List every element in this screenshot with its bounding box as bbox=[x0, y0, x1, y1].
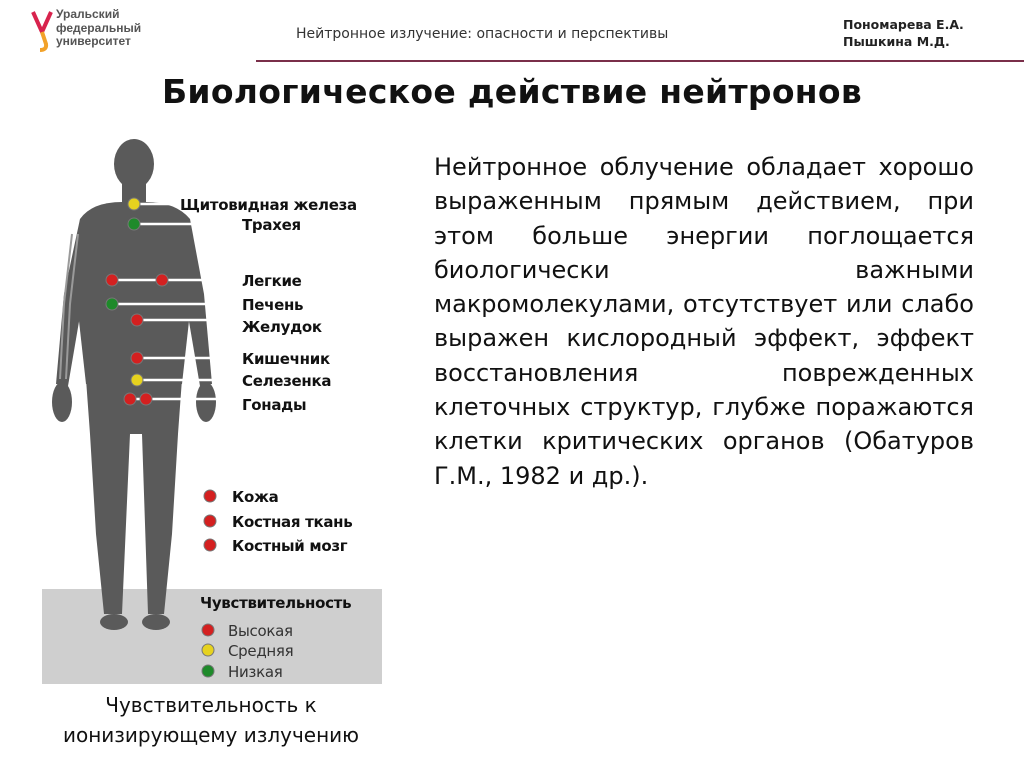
logo-line-1: Уральский bbox=[56, 7, 120, 21]
legend-item-low: Низкая bbox=[228, 663, 283, 681]
label-bone-marrow: Костный мозг bbox=[232, 537, 348, 555]
dot-intestine bbox=[131, 352, 143, 364]
university-logo bbox=[30, 8, 180, 52]
dot-stomach bbox=[131, 314, 143, 326]
author-1: Пономарева Е.А. bbox=[843, 17, 964, 32]
author-2: Пышкина М.Д. bbox=[843, 34, 950, 49]
dot-thyroid bbox=[128, 198, 140, 210]
dot-marrow bbox=[204, 539, 216, 551]
dot-gonad-right bbox=[140, 393, 152, 405]
label-trachea: Трахея bbox=[242, 216, 301, 234]
dot-bone bbox=[204, 515, 216, 527]
label-liver: Печень bbox=[242, 296, 304, 314]
label-skin: Кожа bbox=[232, 488, 279, 506]
legend-title: Чувствительность bbox=[200, 594, 352, 612]
dot-spleen bbox=[131, 374, 143, 386]
dot-liver bbox=[106, 298, 118, 310]
logo-text bbox=[56, 8, 141, 49]
legend-item-medium: Средняя bbox=[228, 642, 294, 660]
label-lungs: Легкие bbox=[242, 272, 302, 290]
logo-mark-icon bbox=[30, 8, 54, 52]
slide-header bbox=[0, 0, 1024, 64]
header-divider bbox=[256, 60, 1024, 62]
dot-gonad-left bbox=[124, 393, 136, 405]
slide-title: Биологическое действие нейтронов bbox=[161, 72, 863, 111]
legend-swatch-low bbox=[202, 665, 214, 677]
dot-lung-right bbox=[156, 274, 168, 286]
figure-caption: Чувствительность к ионизирующему излучению bbox=[62, 693, 359, 747]
dot-skin bbox=[204, 490, 216, 502]
label-gonads: Гонады bbox=[242, 396, 307, 414]
dot-lung-left bbox=[106, 274, 118, 286]
slide-body-text: Нейтронное облучение обладает хорошо выраженным прямым действием, при этом больше энергии поглощается биологически важными макромолекулами, отсутствует или слабо выражен кислородный эффект, эффект восстановления поврежденных клеточных структур, глубже поражаются клетки критических органов (Обатуров Г.М., 1982 и др.). bbox=[434, 153, 974, 490]
legend-swatches bbox=[202, 624, 214, 677]
dot-trachea bbox=[128, 218, 140, 230]
label-bone-tissue: Костная ткань bbox=[232, 513, 353, 531]
logo-line-2: федеральный bbox=[56, 20, 142, 35]
logo-line-3: университет bbox=[56, 34, 131, 48]
presentation-title: Нейтронное излучение: опасности и перспективы bbox=[296, 26, 669, 42]
legend-swatch-medium bbox=[202, 644, 214, 656]
authors bbox=[843, 16, 964, 50]
label-thyroid: Щитовидная железа bbox=[180, 196, 357, 214]
label-intestine: Кишечник bbox=[242, 350, 330, 368]
label-stomach: Желудок bbox=[242, 318, 322, 336]
body-sensitivity-figure bbox=[42, 134, 382, 684]
legend-item-high: Высокая bbox=[228, 622, 293, 640]
legend-swatch-high bbox=[202, 624, 214, 636]
label-spleen: Селезенка bbox=[242, 372, 332, 390]
